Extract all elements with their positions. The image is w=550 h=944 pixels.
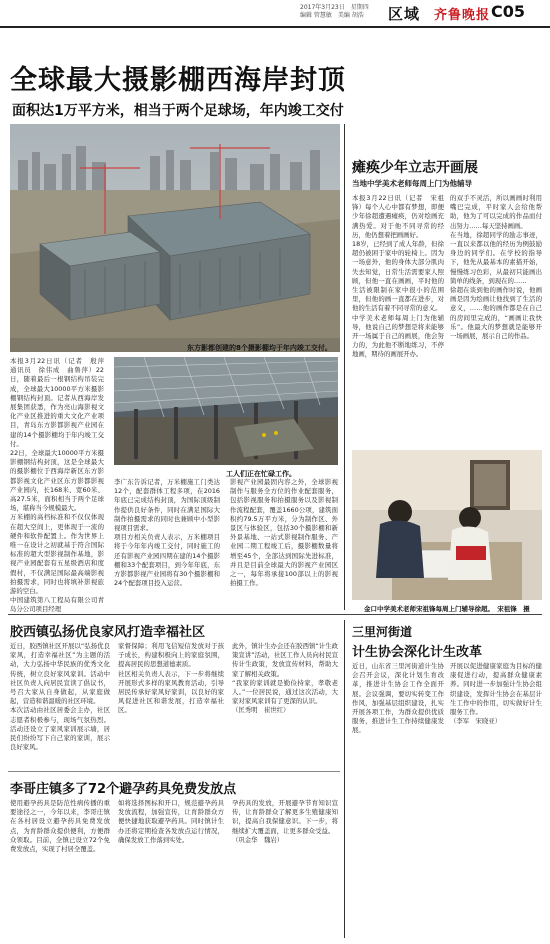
bottom-right-col2: 开展以促进健康家庭为目标的健康促进行动，提高群众健康素养。同时进一步加强计生协会组织建设，发挥计生协会在基层计生工作中的作用，切实做好计生服务工作。 （李军 宋晓亚） bbox=[450, 662, 542, 726]
bottom-left-col1: 近日，胶西镇社区开展以“弘扬优良家风，打造幸福社区”为主题的活动，大力弘扬中华民族的优秀文化传统，树立良好家风家训。活动中社区负责人向居民宣读了倡议书，号召大家从自身做起，从家庭做起，营造和谐温暖的社区环境。 本次活动由社区居委会主办，社区志愿者积极参与，现场气氛热烈。活动还设立了家风家训展示墙，居民们纷纷写下自己家的家训，展示良好家风。 bbox=[10, 642, 110, 752]
construction-photo bbox=[10, 124, 340, 352]
side-text-col2: 的双手不灵活，所以画画时利用嘴巴完成，平时家人会给他帮助，他为了可以完成的作品而付出努力……每天坚持画画。 在当地，徐超同学的励志事迹，一直以来都以他的经历为例鼓励身边的同学们。在学校的指导下，他先从最基本的素描开始，慢慢练习色彩，从最初只能画出简单的线条，到现在的…… 徐超在谈到他的画作时说，他画画是因为绘画让他找到了生活的意义，……他的画作都是在自己的房间里完成的，“画画让我快乐”。他最大的梦想就是能够开一场画展，展示自己的作品。 bbox=[450, 194, 542, 341]
masthead-editor-line: 编辑 管慧敏 美编 胡浩 bbox=[300, 12, 364, 19]
side-text-col1: 本报3月22日讯（记者 宋祖锋）每个人心中都有梦想，即便少年徐超遭遇瘫痪，仍对绘画充满热爱。对于他不同寻常的经历，他仍想着把画画好。 18岁，已经到了成人年龄，但徐超仍被困于家中的轮椅上。因为一场意外，他的身体大部分肌肉失去知觉，日常生活需要家人照顾，但他一直在画画，平时他的生活被限制在家中很小的范围里，但他的画一直都在进步，对他的生活有着不同寻常的意义。 中学美术老师每周上门为他辅导，他说自己的梦想是将来能够开一场属于自己的画展，他会努力的，为此他不断地练习，不停地画，期待的画展开办。 bbox=[352, 194, 444, 359]
masthead-date-line1: 2017年3月23日 星期四 bbox=[300, 4, 369, 11]
side-headline: 瘫痪少年立志开画展 bbox=[352, 160, 478, 176]
teacher-photo-caption: 金口中学美术老师宋祖锋每周上门辅导徐超。 宋祖锋 摄 bbox=[364, 605, 530, 613]
bottom-left2-col2: 如将选择图标和开口，规范避孕药具发放流程，加强宣传，让育龄群众方便快捷地获取避孕药具。同时镇计生办还将定期检查各发放点运行情况，确保发放工作落到实处。 bbox=[118, 799, 224, 844]
lead-subhead: 面积达1万平方米，相当于两个足球场，年内竣工交付 bbox=[12, 103, 344, 119]
bottom-left2-col3: 孕药具的发放，开展避孕节育知识宣传，让育龄群众了解更多生殖健康知识，提高自我保健意识。下一步，将继续扩大覆盖面，让更多群众受益。 （巩金华 魏岩） bbox=[232, 799, 338, 844]
masthead bbox=[0, 0, 550, 28]
construction-photo-art bbox=[10, 124, 340, 352]
bottom-left2-col1: 使用避孕药具是防范性病传播的重要途径之一，今年以来，李哥庄镇在各村居设立避孕药具免费发放点，为育龄群众提供便利，方便群众领取。目前，全镇已设立72个免费发放点，实现了村居全覆盖。 bbox=[10, 799, 110, 854]
interior-photo-art bbox=[114, 357, 338, 465]
bottom-column-divider bbox=[344, 620, 345, 938]
bottom-left-divider bbox=[8, 771, 340, 772]
teacher-photo bbox=[352, 450, 542, 600]
bottom-right-headline: 计生协会深化计生改革 bbox=[352, 645, 483, 660]
side-subhead: 当地中学美术老师每周上门为他辅导 bbox=[352, 179, 472, 188]
page-code: C05 bbox=[491, 2, 526, 21]
bottom-left-headline: 胶西镇弘扬优良家风打造幸福社区 bbox=[10, 625, 206, 640]
bottom-left-col3: 此外，镇计生办会还在胶西镇“计生政策宣讲”活动，社区工作人员向村民宣传计生政策，发放宣传材料，帮助大家了解相关政策。 “我家的家训就是勤俭持家，孝敬老人。”一位居民说，通过这次活动，大家对家风家训有了更深的认识。 （匡秀明 崔世红） bbox=[232, 642, 338, 715]
bottom-right-kicker: 三里河街道 bbox=[352, 625, 413, 639]
column-divider bbox=[344, 124, 345, 610]
bottom-right-col1: 近日，山东省三里河街道计生协会召开会议，深化计划生育改革，推进计生协会工作全面开展。会议强调，要切实转变工作作风，加强基层组织建设，扎实开展各项工作，为群众提供优质服务，推进计生工作持续健康发展。 bbox=[352, 662, 444, 735]
bottom-left-col2: 家督保障；利用飞信短信发放对于孩子成长，构建积极向上的家庭氛围，提高居民的思想道德素质。 社区相关负责人表示，下一步将继续开展形式多样的家风教育活动，引导居民传承好家风好家训，以良好的家风促进社区和谐发展，打造幸福社区。 bbox=[118, 642, 224, 715]
teacher-photo-art bbox=[352, 450, 542, 600]
page-section-rule bbox=[8, 614, 542, 615]
section-name: 区域 bbox=[388, 5, 421, 23]
lead-text-col2: 李广东告诉记者，万米棚施工门类达12个，配套群体工程多项，在2016年底已完成结构封顶，为国际顶级制作提供良好条件，同时在满足国际大制作拍摄需求的同时也兼顾中小型影视项目需求。 项目方相关负责人表示，万米棚项目将于今年年内竣工交付，同时施工的还有影视产业园四期在建的14个摄影棚和33个配套项目，到今年年底，东方影都影视产业园将有30个摄影棚和24个配套项目投入运营。 bbox=[114, 478, 220, 588]
lead-text-col1: 本报3月22日讯（记者 殷萍 通讯员 徐伟成 曲鲁萍）22日，随着最后一根钢结构吊装完成，全球最大10000平方米摄影棚钢结构封顶。记者从西海岸发展集团获悉，作为亮山海影视文化产业区推进的重大文化产业项目，青岛东方影都影视产业园在建的14个摄影棚均于年内竣工交付。 22日，全球最大10000平方米摄影棚钢结构封顶，这是全球最大的摄影棚位于西海岸新区东方影都影视文化产业区东方影都影视产业园内，长168米、宽60米、高27.5米，面积相当于两个足球场，堪称当今规模最大。 万米棚的高档标准和不仅仅体现在超大空间上，更体现于一流的硬件和软件配置上。作为世界上唯一在设计之初就基于符合国际标准的超大型影视制作基地，影视产业园配套有五星级酒店和度假村，不仅满足国际最高端影视拍摄需求，同时也将填补影视旅游的空白。 中国建筑第八工程局有限公司青岛分公司项目经理 bbox=[10, 357, 104, 614]
bottom-left2-headline: 李哥庄镇多了72个避孕药具免费发放点 bbox=[10, 782, 237, 797]
masthead-date bbox=[300, 4, 369, 20]
interior-photo bbox=[114, 357, 338, 465]
photo-caption-1: 东方影都创建的8个摄影棚均于年内竣工交付。 bbox=[187, 344, 332, 352]
lead-text-col3: 影视产业园最固内容之外，全球影视制作与服务全方位的作业配套服务，包括影视服务和拍摄服务以及影视制作流程配套，覆盖1660公项，建筑面积约79.5万平方米，分为制作区、外景区与体验区，包括30个摄影棚和新外景基地、一站式影视制作服务、产业园二期工程竣工后，摄影棚数量将增至45个，全部达到国际先进标准，并且是目前全球最大的影视产业园区之一，每年将承接100部以上的影视拍摄工作。 bbox=[230, 478, 338, 588]
newspaper-brand: 齐鲁晚报 bbox=[434, 8, 491, 23]
photo-caption-2: 工人们正在忙碌工作。 bbox=[226, 470, 296, 478]
lead-headline: 全球最大摄影棚西海岸封顶 bbox=[10, 65, 346, 96]
